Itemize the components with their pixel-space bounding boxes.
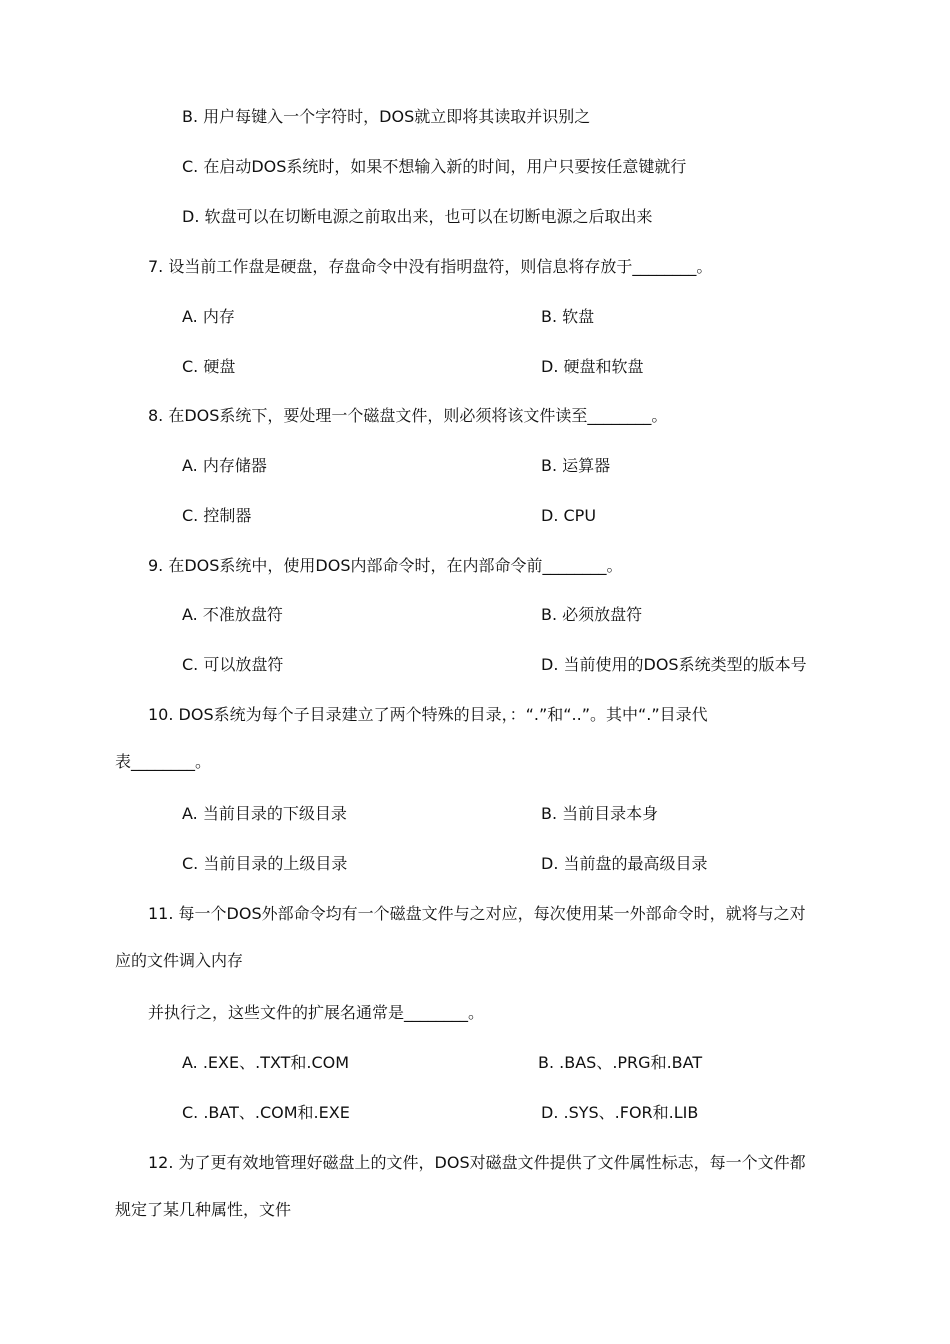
question-12-stem: 12. 为了更有效地管理好磁盘上的文件，DOS对磁盘文件提供了文件属性标志，每一个文件都 <box>148 1153 806 1172</box>
question-11-option-d: D. .SYS、.FOR和.LIB <box>541 1103 699 1122</box>
question-7-option-d: D. 硬盘和软盘 <box>541 357 644 376</box>
question-11-stem: 11. 每一个DOS外部命令均有一个磁盘文件与之对应，每次使用某一外部命令时，就将与之对 <box>148 904 806 923</box>
question-8-option-b: B. 运算器 <box>541 456 611 475</box>
question-11-stem-continued: 应的文件调入内存 <box>115 951 244 970</box>
question-10-option-d: D. 当前盘的最高级目录 <box>541 854 708 873</box>
question-9-option-d: D. 当前使用的DOS系统类型的版本号 <box>541 655 807 674</box>
question-10-option-c: C. 当前目录的上级目录 <box>182 854 348 873</box>
question-7-stem: 7. 设当前工作盘是硬盘，存盘命令中没有指明盘符，则信息将存放于________。 <box>148 257 713 276</box>
question-9-stem: 9. 在DOS系统中，使用DOS内部命令时，在内部命令前________。 <box>148 556 623 575</box>
question-9-option-a: A. 不准放盘符 <box>182 605 283 624</box>
question-11-option-a: A. .EXE、.TXT和.COM <box>182 1053 350 1072</box>
question-8-option-a: A. 内存储器 <box>182 456 267 475</box>
question-10-stem: 10. DOS系统为每个子目录建立了两个特殊的目录，：“.”和“..”。其中“.”目录代 <box>148 705 708 724</box>
option-b: B. 用户每键入一个字符时，DOS就立即将其读取并识别之 <box>182 107 591 126</box>
question-7-option-b: B. 软盘 <box>541 307 595 326</box>
question-10-option-a: A. 当前目录的下级目录 <box>182 804 347 823</box>
question-8-option-c: C. 控制器 <box>182 506 252 525</box>
question-10-option-b: B. 当前目录本身 <box>541 804 659 823</box>
option-d: D. 软盘可以在切断电源之前取出来，也可以在切断电源之后取出来 <box>182 207 653 226</box>
question-7-option-a: A. 内存 <box>182 307 235 326</box>
question-8-stem: 8. 在DOS系统下，要处理一个磁盘文件，则必须将该文件读至________。 <box>148 406 668 425</box>
question-8-option-d: D. CPU <box>541 506 597 525</box>
option-c: C. 在启动DOS系统时，如果不想输入新的时间，用户只要按任意键就行 <box>182 157 687 176</box>
question-12-stem-continued: 规定了某几种属性，文件 <box>115 1200 292 1219</box>
question-9-option-c: C. 可以放盘符 <box>182 655 284 674</box>
question-9-option-b: B. 必须放盘符 <box>541 605 643 624</box>
question-11-option-b: B. .BAS、.PRG和.BAT <box>538 1053 703 1072</box>
question-10-stem-continued: 表________。 <box>115 752 212 771</box>
question-11-stem-continued-2: 并执行之，这些文件的扩展名通常是________。 <box>148 1003 485 1022</box>
question-7-option-c: C. 硬盘 <box>182 357 236 376</box>
question-11-option-c: C. .BAT、.COM和.EXE <box>182 1103 350 1122</box>
